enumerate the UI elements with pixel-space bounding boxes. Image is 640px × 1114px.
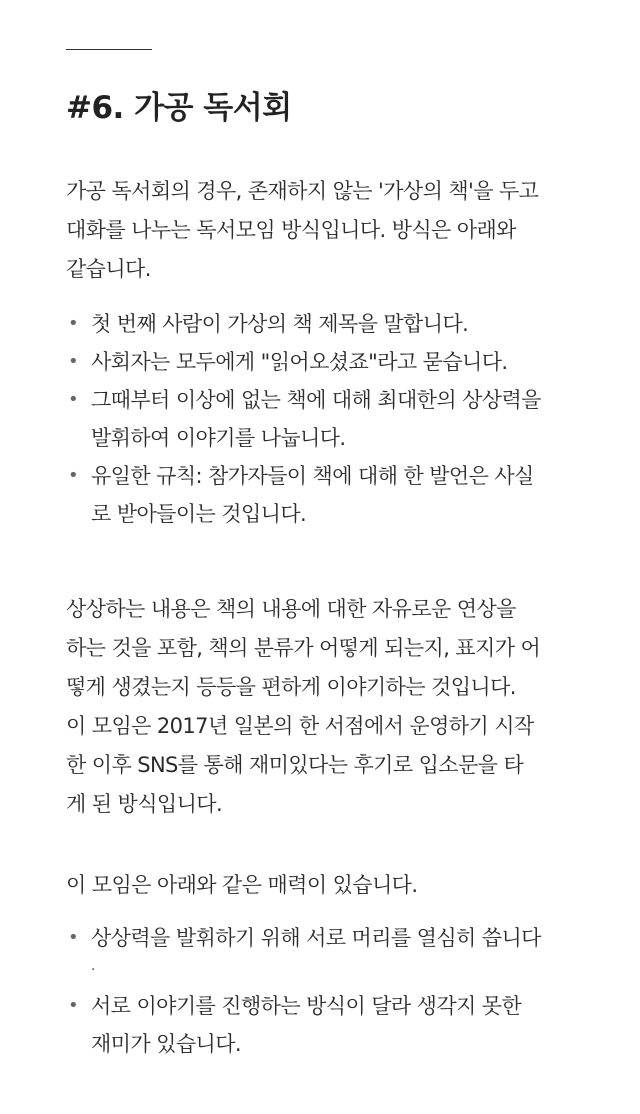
intro-paragraph xyxy=(66,172,538,289)
list-item-text: 재미가 있습니다. xyxy=(91,1032,241,1056)
description-line: 하는 것을 포함, 책의 분류가 어떻게 되는지, 표지가 어 xyxy=(66,636,541,660)
list-item xyxy=(66,987,541,1063)
charm-intro-line: 이 모임은 아래와 같은 매력이 있습니다. xyxy=(66,873,418,897)
description-line: 이 모임은 2017년 일본의 한 서점에서 운영하기 시작 xyxy=(66,714,534,738)
list-item-text: 첫 번째 사람이 가상의 책 제목을 말합니다. xyxy=(91,312,469,336)
intro-line: 같습니다. xyxy=(66,257,151,281)
intro-line: 가공 독서회의 경우, 존재하지 않는 '가상의 책'을 두고 xyxy=(66,179,539,203)
description-line: 상상하는 내용은 책의 내용에 대한 자유로운 연상을 xyxy=(66,597,516,621)
list-item-text: 유일한 규칙: 참가자들이 책에 대해 한 발언은 사실 xyxy=(91,464,534,488)
description-line: 게 된 방식입니다. xyxy=(66,792,223,816)
charms-list xyxy=(66,919,541,1063)
list-item-trailing: . xyxy=(91,958,95,974)
list-item xyxy=(66,919,541,987)
section-title: #6. 가공 독서회 xyxy=(66,90,292,126)
list-item-text: 사회자는 모두에게 "읽어오셨죠"라고 묻습니다. xyxy=(91,350,508,374)
bullet-icon: • xyxy=(68,995,79,1016)
rules-list xyxy=(66,305,541,533)
list-item-text: 로 받아들이는 것입니다. xyxy=(91,502,307,526)
description-paragraph xyxy=(66,590,540,824)
list-item-text: 그때부터 이상에 없는 책에 대해 최대한의 상상력을 xyxy=(91,388,541,412)
charm-intro xyxy=(66,866,417,905)
bullet-icon: • xyxy=(68,927,79,948)
description-line: 한 이후 SNS를 통해 재미있다는 후기로 입소문을 타 xyxy=(66,753,524,777)
list-item-text: 상상력을 발휘하기 위해 서로 머리를 열심히 씁니다 xyxy=(91,926,541,950)
list-item xyxy=(66,305,541,343)
intro-line: 대화를 나누는 독서모임 방식입니다. 방식은 아래와 xyxy=(66,218,516,242)
description-line: 떻게 생겼는지 등등을 편하게 이야기하는 것입니다. xyxy=(66,675,516,699)
bullet-icon: • xyxy=(68,313,79,334)
list-item xyxy=(66,343,541,381)
list-item-text: 발휘하여 이야기를 나눕니다. xyxy=(91,426,346,450)
list-item xyxy=(66,457,541,533)
bullet-icon: • xyxy=(68,465,79,486)
list-item-text: 서로 이야기를 진행하는 방식이 달라 생각지 못한 xyxy=(91,994,522,1018)
section-divider xyxy=(66,49,152,50)
bullet-icon: • xyxy=(68,389,79,410)
list-item xyxy=(66,381,541,457)
bullet-icon: • xyxy=(68,351,79,372)
